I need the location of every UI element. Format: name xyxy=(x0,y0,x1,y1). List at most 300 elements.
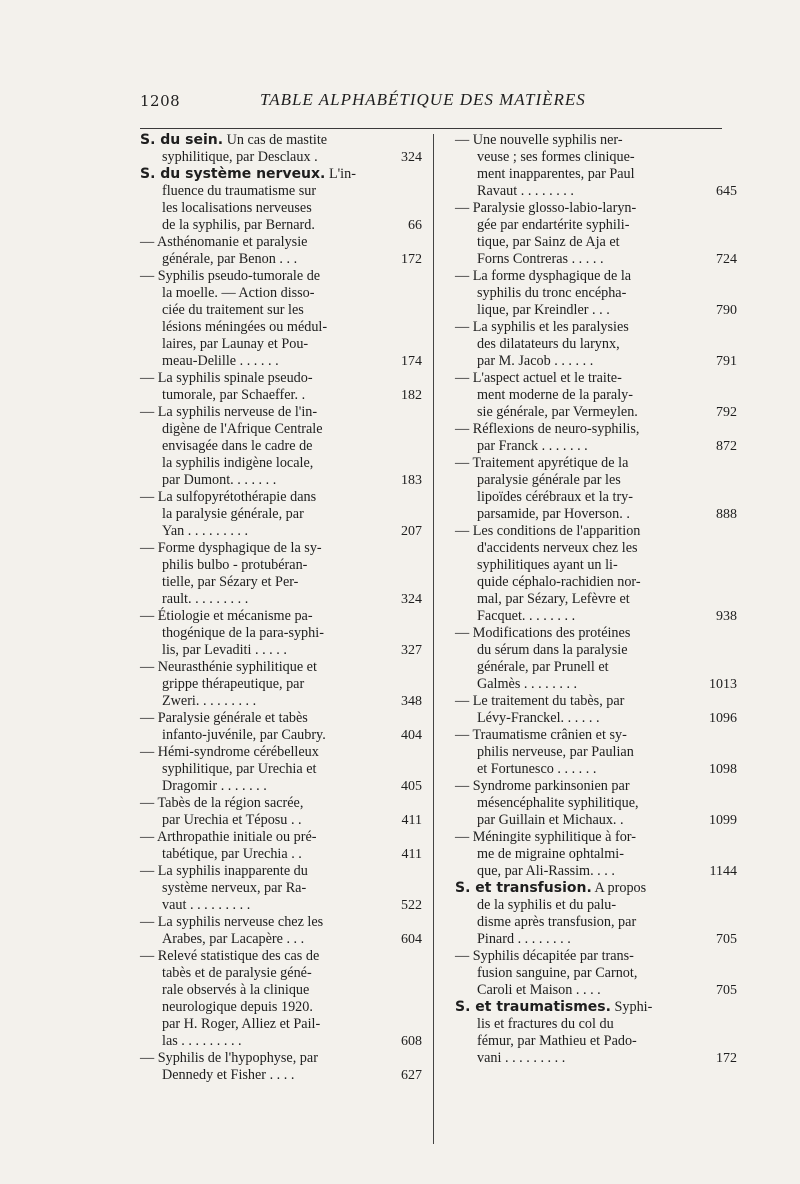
entry-text: — Réflexions de neuro-syphilis, xyxy=(455,421,640,437)
index-entry xyxy=(140,1050,422,1084)
entry-text: mésencéphalite syphilitique, xyxy=(477,795,639,811)
entry-line xyxy=(140,370,422,387)
entry-text: Zweri. . . . . . . . . xyxy=(162,693,257,709)
entry-text: par H. Roger, Alliez et Pail- xyxy=(162,1016,321,1032)
entry-text: de la syphilis et du palu- xyxy=(477,897,617,913)
entry-text: Dennedy et Fisher . . . . xyxy=(162,1067,295,1083)
entry-text: Lévy-Franckel. . . . . . xyxy=(477,710,600,726)
entry-text: — Syphilis de l'hypophyse, par xyxy=(140,1050,318,1066)
entry-text: laires, par Launay et Pou- xyxy=(162,336,309,352)
entry-line xyxy=(140,540,422,557)
entry-text: — Paralysie glosso-labio-laryn- xyxy=(455,200,637,216)
index-entry xyxy=(455,455,737,523)
header-rule xyxy=(140,128,722,129)
entry-line xyxy=(140,897,422,914)
entry-line xyxy=(140,200,422,217)
entry-line xyxy=(140,761,422,778)
entry-text: rale observés à la clinique xyxy=(162,982,310,998)
page-reference: 172 xyxy=(716,1051,737,1066)
entry-line xyxy=(455,183,737,200)
entry-text: Ravaut . . . . . . . . xyxy=(477,183,574,199)
entry-line xyxy=(455,880,737,897)
entry-text: envisagée dans le cadre de xyxy=(162,438,313,454)
entry-text: L'in- xyxy=(325,166,356,182)
entry-line xyxy=(140,931,422,948)
entry-line xyxy=(140,659,422,676)
page-reference: 66 xyxy=(408,218,422,233)
entry-text: thogénique de la para-syphi- xyxy=(162,625,324,641)
entry-text: lique, par Kreindler . . . xyxy=(477,302,610,318)
entry-text: syphilitique, par Urechia et xyxy=(162,761,317,777)
page-reference: 348 xyxy=(401,694,422,709)
entry-line xyxy=(455,132,737,149)
entry-line xyxy=(140,1067,422,1084)
entry-text: lis et fractures du col du xyxy=(477,1016,614,1032)
entry-line xyxy=(140,727,422,744)
page-reference: 724 xyxy=(716,252,737,267)
entry-text: lis, par Levaditi . . . . . xyxy=(162,642,287,658)
entry-text: neurologique depuis 1920. xyxy=(162,999,313,1015)
entry-text: ciée du traitement sur les xyxy=(162,302,304,318)
entry-text: des dilatateurs du larynx, xyxy=(477,336,620,352)
entry-text: fémur, par Mathieu et Pado- xyxy=(477,1033,637,1049)
index-entry xyxy=(140,863,422,914)
index-entry xyxy=(140,829,422,863)
entry-text: tique, par Sainz de Aja et xyxy=(477,234,620,250)
page-reference: 627 xyxy=(401,1068,422,1083)
entry-text: tumorale, par Schaeffer. . xyxy=(162,387,306,403)
entry-line xyxy=(140,557,422,574)
page-reference: 411 xyxy=(401,847,422,862)
entry-line xyxy=(140,387,422,404)
page-reference: 792 xyxy=(716,405,737,420)
index-entry xyxy=(455,319,737,370)
entry-line xyxy=(140,489,422,506)
entry-line xyxy=(140,676,422,693)
entry-line xyxy=(455,778,737,795)
entry-text: générale, par Prunell et xyxy=(477,659,609,675)
entry-text: système nerveux, par Ra- xyxy=(162,880,307,896)
entry-text: — Neurasthénie syphilitique et xyxy=(140,659,317,675)
page-reference: 522 xyxy=(401,898,422,913)
entry-text: meau-Delille . . . . . . xyxy=(162,353,279,369)
entry-line xyxy=(140,693,422,710)
entry-text: par M. Jacob . . . . . . xyxy=(477,353,594,369)
entry-text: les localisations nerveuses xyxy=(162,200,312,216)
entry-line xyxy=(455,727,737,744)
page-reference: 327 xyxy=(401,643,422,658)
entry-line xyxy=(140,166,422,183)
entry-line xyxy=(140,880,422,897)
entry-line xyxy=(455,302,737,319)
entry-line xyxy=(140,285,422,302)
entry-text: syphilitique, par Desclaux . xyxy=(162,149,318,165)
index-entry xyxy=(455,829,737,880)
entry-text: par Franck . . . . . . . xyxy=(477,438,588,454)
page-reference: 1144 xyxy=(709,864,737,879)
entry-text: tabès et de paralysie géné- xyxy=(162,965,312,981)
page-reference: 1013 xyxy=(709,677,737,692)
entry-line xyxy=(455,795,737,812)
entry-line xyxy=(140,625,422,642)
index-entry xyxy=(140,132,422,166)
entry-text: lésions méningées ou médul- xyxy=(162,319,328,335)
entry-line xyxy=(140,404,422,421)
entry-text: — Les conditions de l'apparition xyxy=(455,523,641,539)
entry-text: Un cas de mastite xyxy=(223,132,328,148)
entry-text: — Syphilis décapitée par trans- xyxy=(455,948,634,964)
index-entry xyxy=(455,200,737,268)
entry-text: rault. . . . . . . . . xyxy=(162,591,249,607)
index-entry xyxy=(455,778,737,829)
page-reference: 705 xyxy=(716,932,737,947)
entry-line xyxy=(140,829,422,846)
index-entry xyxy=(140,166,422,234)
entry-line xyxy=(455,557,737,574)
entry-text: digène de l'Afrique Centrale xyxy=(162,421,323,437)
entry-text: — Le traitement du tabès, par xyxy=(455,693,625,709)
entry-text: — Traitement apyrétique de la xyxy=(455,455,629,471)
page-reference: 207 xyxy=(401,524,422,539)
entry-line xyxy=(140,965,422,982)
entry-line xyxy=(455,676,737,693)
entry-text: mal, par Sézary, Lefèvre et xyxy=(477,591,630,607)
entry-text: par Guillain et Michaux. . xyxy=(477,812,624,828)
entry-line xyxy=(140,472,422,489)
page-reference: 872 xyxy=(716,439,737,454)
entry-line xyxy=(455,166,737,183)
entry-line xyxy=(140,183,422,200)
entry-text: — Une nouvelle syphilis ner- xyxy=(455,132,623,148)
page-reference: 324 xyxy=(401,592,422,607)
entry-line xyxy=(455,268,737,285)
entry-text: las . . . . . . . . . xyxy=(162,1033,242,1049)
page-reference: 938 xyxy=(716,609,737,624)
index-entry xyxy=(455,693,737,727)
entry-text: générale, par Benon . . . xyxy=(162,251,298,267)
entry-line xyxy=(455,659,737,676)
entry-line xyxy=(455,965,737,982)
entry-text: — Asthénomanie et paralysie xyxy=(140,234,308,250)
entry-line xyxy=(455,1033,737,1050)
entry-line xyxy=(455,234,737,251)
page-reference: 411 xyxy=(401,813,422,828)
entry-line xyxy=(455,285,737,302)
index-entry xyxy=(140,489,422,540)
entry-line xyxy=(140,438,422,455)
entry-text: lipoïdes cérébraux et la try- xyxy=(477,489,633,505)
entry-line xyxy=(455,353,737,370)
entry-line xyxy=(140,506,422,523)
page-reference: 645 xyxy=(716,184,737,199)
entry-line xyxy=(140,251,422,268)
entry-line xyxy=(140,948,422,965)
entry-line xyxy=(140,914,422,931)
entry-text: fluence du traumatisme sur xyxy=(162,183,317,199)
index-entry xyxy=(140,268,422,370)
entry-line xyxy=(455,200,737,217)
entry-line xyxy=(455,574,737,591)
index-entry xyxy=(455,948,737,999)
index-entry xyxy=(455,268,737,319)
page-reference: 604 xyxy=(401,932,422,947)
entry-line xyxy=(140,744,422,761)
page-reference: 1096 xyxy=(709,711,737,726)
entry-text: quide céphalo-rachidien nor- xyxy=(477,574,641,590)
entry-text: — Paralysie générale et tabès xyxy=(140,710,308,726)
entry-text: la paralysie générale, par xyxy=(162,506,304,522)
index-entry xyxy=(140,710,422,744)
index-entry xyxy=(140,370,422,404)
entry-text: — L'aspect actuel et le traite- xyxy=(455,370,622,386)
entry-line xyxy=(140,217,422,234)
entry-text: — Étiologie et mécanisme pa- xyxy=(140,608,313,624)
entry-line xyxy=(455,387,737,404)
index-entry xyxy=(140,234,422,268)
entry-line xyxy=(140,302,422,319)
entry-line xyxy=(455,370,737,387)
entry-line xyxy=(455,897,737,914)
entry-text: tabétique, par Urechia . . xyxy=(162,846,302,862)
entry-text: du sérum dans la paralysie xyxy=(477,642,628,658)
entry-line xyxy=(455,812,737,829)
entry-heading: S. et transfusion. xyxy=(455,880,592,896)
page-reference: 1099 xyxy=(709,813,737,828)
page-number: 1208 xyxy=(140,92,181,110)
entry-line xyxy=(140,982,422,999)
entry-text: parsamide, par Hoverson. . xyxy=(477,506,630,522)
entry-text: me de migraine ophtalmi- xyxy=(477,846,624,862)
entry-line xyxy=(455,540,737,557)
entry-line xyxy=(140,591,422,608)
entry-text: — Syphilis pseudo-tumorale de xyxy=(140,268,321,284)
entry-line xyxy=(140,863,422,880)
entry-line xyxy=(455,982,737,999)
entry-text: A propos xyxy=(591,880,647,896)
entry-line xyxy=(140,999,422,1016)
entry-text: Caroli et Maison . . . . xyxy=(477,982,601,998)
page-reference: 790 xyxy=(716,303,737,318)
entry-line xyxy=(140,523,422,540)
page-reference: 791 xyxy=(716,354,737,369)
index-entry xyxy=(140,914,422,948)
entry-line xyxy=(140,574,422,591)
entry-text: et Fortunesco . . . . . . xyxy=(477,761,597,777)
index-entry xyxy=(455,727,737,778)
entry-text: de la syphilis, par Bernard. xyxy=(162,217,315,233)
entry-line xyxy=(455,472,737,489)
entry-text: Dragomir . . . . . . . xyxy=(162,778,267,794)
entry-line xyxy=(455,336,737,353)
entry-line xyxy=(455,455,737,472)
entry-line xyxy=(455,608,737,625)
entry-text: vani . . . . . . . . . xyxy=(477,1050,566,1066)
entry-text: Forns Contreras . . . . . xyxy=(477,251,604,267)
entry-line xyxy=(455,1016,737,1033)
entry-text: fusion sanguine, par Carnot, xyxy=(477,965,638,981)
entry-text: — La forme dysphagique de la xyxy=(455,268,632,284)
entry-line xyxy=(455,1050,737,1067)
entry-text: — Méningite syphilitique à for- xyxy=(455,829,636,845)
entry-text: — La syphilis nerveuse de l'in- xyxy=(140,404,318,420)
entry-line xyxy=(455,846,737,863)
entry-line xyxy=(455,693,737,710)
page-reference: 405 xyxy=(401,779,422,794)
entry-text: d'accidents nerveux chez les xyxy=(477,540,638,556)
entry-text: — Traumatisme crânien et sy- xyxy=(455,727,627,743)
index-entry xyxy=(455,625,737,693)
entry-line xyxy=(455,489,737,506)
entry-line xyxy=(455,914,737,931)
entry-text: — Modifications des protéines xyxy=(455,625,631,641)
left-column xyxy=(140,132,422,1084)
entry-line xyxy=(140,132,422,149)
entry-text: ment moderne de la paraly- xyxy=(477,387,633,403)
entry-heading: S. du système nerveux. xyxy=(140,166,326,182)
page-reference: 1098 xyxy=(709,762,737,777)
entry-text: — Hémi-syndrome cérébelleux xyxy=(140,744,319,760)
entry-line xyxy=(140,710,422,727)
entry-line xyxy=(140,336,422,353)
entry-text: que, par Ali-Rassim. . . . xyxy=(477,863,615,879)
entry-line xyxy=(140,234,422,251)
entry-line xyxy=(455,523,737,540)
entry-line xyxy=(140,1016,422,1033)
entry-text: — Syndrome parkinsonien par xyxy=(455,778,630,794)
entry-text: disme après transfusion, par xyxy=(477,914,637,930)
page-reference: 172 xyxy=(401,252,422,267)
entry-text: tielle, par Sézary et Per- xyxy=(162,574,299,590)
index-entry xyxy=(455,880,737,948)
index-entry xyxy=(140,659,422,710)
page-reference: 174 xyxy=(401,354,422,369)
right-column xyxy=(455,132,737,1067)
entry-text: sie générale, par Vermeylen. xyxy=(477,404,638,420)
entry-line xyxy=(455,948,737,965)
entry-text: philis bulbo - protubéran- xyxy=(162,557,308,573)
entry-text: syphilitiques ayant un li- xyxy=(477,557,618,573)
entry-line xyxy=(455,149,737,166)
entry-line xyxy=(140,846,422,863)
index-entry xyxy=(140,540,422,608)
entry-line xyxy=(455,744,737,761)
entry-text: Yan . . . . . . . . . xyxy=(162,523,249,539)
column-divider xyxy=(433,134,434,1144)
entry-text: vaut . . . . . . . . . xyxy=(162,897,251,913)
entry-line xyxy=(140,778,422,795)
index-entry xyxy=(455,370,737,421)
index-entry xyxy=(140,795,422,829)
entry-line xyxy=(455,251,737,268)
entry-line xyxy=(455,625,737,642)
index-entry xyxy=(455,999,737,1067)
page-reference: 888 xyxy=(716,507,737,522)
entry-line xyxy=(455,217,737,234)
entry-line xyxy=(140,1033,422,1050)
entry-text: philis nerveuse, par Paulian xyxy=(477,744,634,760)
entry-line xyxy=(140,353,422,370)
entry-line xyxy=(140,795,422,812)
entry-line xyxy=(455,710,737,727)
index-entry xyxy=(140,404,422,489)
entry-text: — Arthropathie initiale ou pré- xyxy=(140,829,317,845)
index-entry xyxy=(455,132,737,200)
entry-text: par Urechia et Téposu . . xyxy=(162,812,302,828)
entry-text: — Forme dysphagique de la sy- xyxy=(140,540,322,556)
entry-line xyxy=(455,829,737,846)
entry-line xyxy=(140,421,422,438)
entry-line xyxy=(455,438,737,455)
entry-text: — Tabès de la région sacrée, xyxy=(140,795,304,811)
entry-text: — Relevé statistique des cas de xyxy=(140,948,320,964)
entry-text: Arabes, par Lacapère . . . xyxy=(162,931,305,947)
entry-line xyxy=(455,931,737,948)
entry-line xyxy=(455,761,737,778)
entry-line xyxy=(140,149,422,166)
index-entry xyxy=(140,948,422,1050)
entry-text: — La syphilis spinale pseudo- xyxy=(140,370,313,386)
entry-text: la syphilis indigène locale, xyxy=(162,455,314,471)
entry-text: Galmès . . . . . . . . xyxy=(477,676,578,692)
index-entry xyxy=(140,608,422,659)
entry-text: veuse ; ses formes clinique- xyxy=(477,149,635,165)
entry-line xyxy=(140,1050,422,1067)
entry-text: syphilis du tronc encépha- xyxy=(477,285,627,301)
entry-text: la moelle. — Action disso- xyxy=(162,285,315,301)
entry-text: — La syphilis nerveuse chez les xyxy=(140,914,324,930)
entry-text: — La syphilis et les paralysies xyxy=(455,319,629,335)
entry-line xyxy=(455,999,737,1016)
entry-heading: S. et traumatismes. xyxy=(455,999,611,1015)
entry-line xyxy=(455,863,737,880)
page-reference: 324 xyxy=(401,150,422,165)
entry-text: grippe thérapeutique, par xyxy=(162,676,305,692)
index-entry xyxy=(455,523,737,625)
entry-text: infanto-juvénile, par Caubry. xyxy=(162,727,326,743)
entry-line xyxy=(455,506,737,523)
entry-line xyxy=(455,591,737,608)
entry-text: par Dumont. . . . . . . xyxy=(162,472,277,488)
entry-heading: S. du sein. xyxy=(140,132,224,148)
entry-line xyxy=(140,812,422,829)
page-reference: 182 xyxy=(401,388,422,403)
page-reference: 608 xyxy=(401,1034,422,1049)
entry-line xyxy=(140,319,422,336)
entry-text: — La sulfopyrétothérapie dans xyxy=(140,489,317,505)
entry-line xyxy=(455,404,737,421)
running-title: TABLE ALPHABÉTIQUE DES MATIÈRES xyxy=(260,90,586,109)
page-reference: 705 xyxy=(716,983,737,998)
entry-line xyxy=(455,642,737,659)
page-header xyxy=(140,92,722,118)
entry-text: gée par endartérite syphili- xyxy=(477,217,630,233)
entry-text: paralysie générale par les xyxy=(477,472,621,488)
entry-text: Syphi- xyxy=(610,999,653,1015)
entry-line xyxy=(455,421,737,438)
entry-line xyxy=(140,642,422,659)
entry-line xyxy=(140,455,422,472)
entry-line xyxy=(140,608,422,625)
entry-text: — La syphilis inapparente du xyxy=(140,863,308,879)
page-reference: 183 xyxy=(401,473,422,488)
index-entry xyxy=(455,421,737,455)
page-reference: 404 xyxy=(401,728,422,743)
index-entry xyxy=(140,744,422,795)
entry-line xyxy=(140,268,422,285)
entry-line xyxy=(455,319,737,336)
entry-text: Pinard . . . . . . . . xyxy=(477,931,571,947)
entry-text: Facquet. . . . . . . . xyxy=(477,608,576,624)
